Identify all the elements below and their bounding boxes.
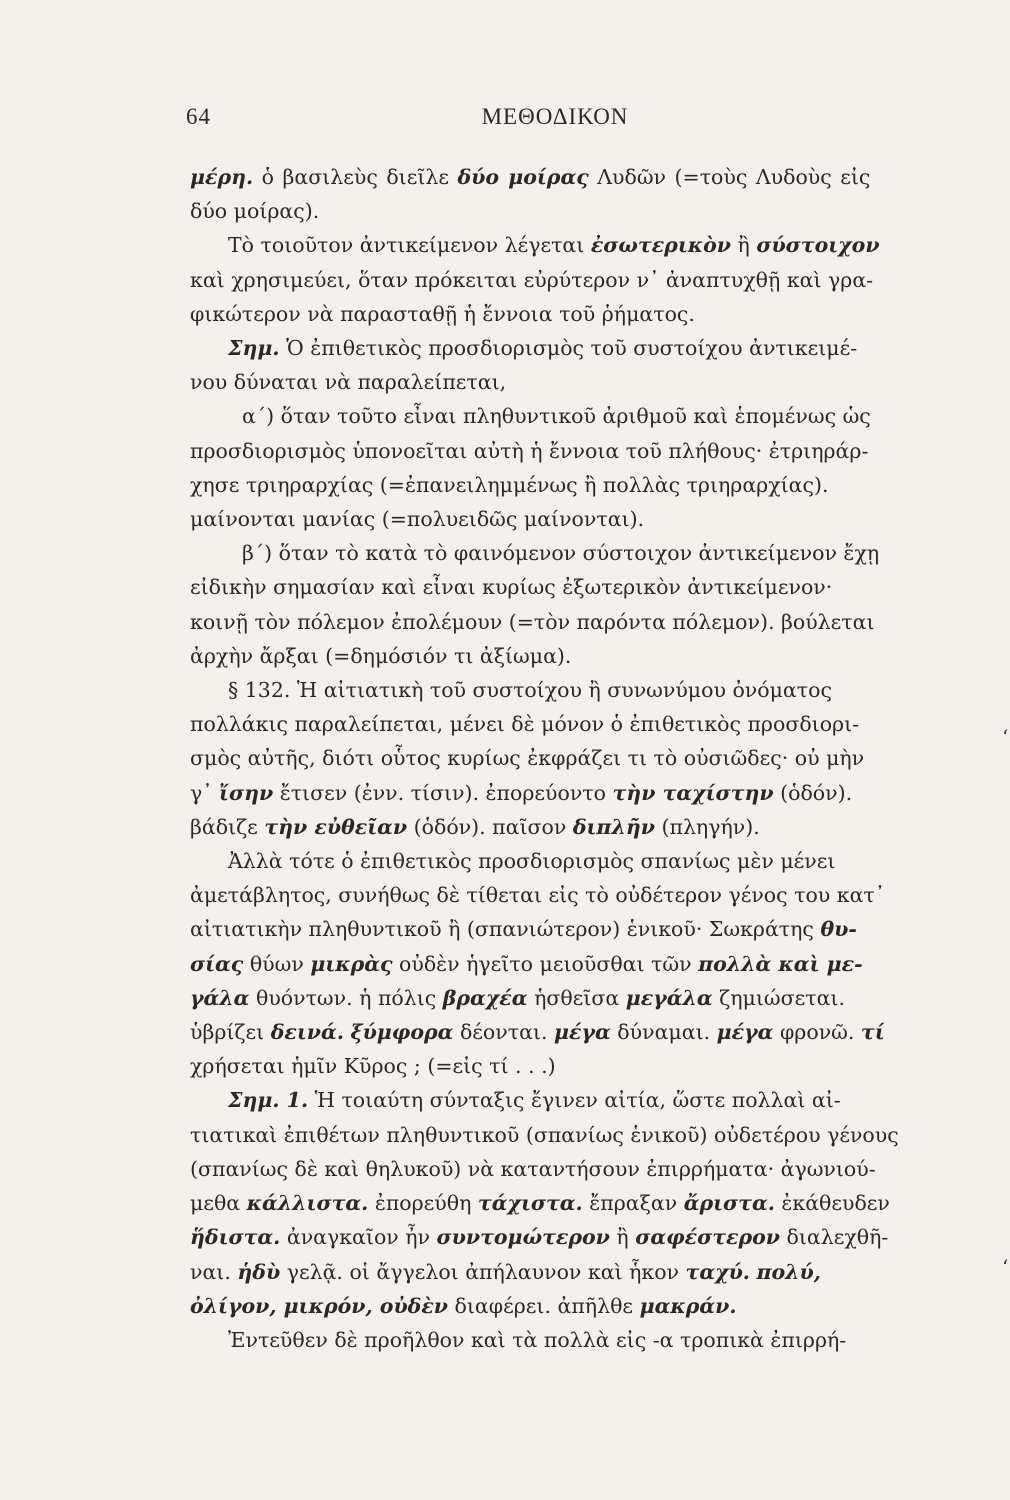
text-line [190, 639, 924, 673]
text-run: μαίνονται μανίας (=πολυειδῶς μαίνονται). [190, 507, 645, 532]
italic-term: μικρὰς [310, 951, 393, 976]
margin-mark: ‘ [1002, 725, 1009, 749]
text-line [190, 331, 924, 365]
text-line [190, 673, 924, 707]
italic-term: μέρη. [190, 165, 254, 189]
italic-term: Σημ. 1. [228, 1088, 309, 1113]
text-line [190, 297, 924, 331]
italic-term: μακράν. [639, 1293, 737, 1318]
italic-term: κάλλιστα. [246, 1191, 369, 1216]
text-run: θυόντων. ἡ πόλις [249, 985, 443, 1010]
text-line [190, 878, 924, 912]
italic-term: διπλῆν [572, 814, 655, 839]
text-run: τιατικαὶ ἐπιθέτων πληθυντικοῦ (σπανίως ἑνικοῦ) οὐδετέρου γένους [190, 1122, 899, 1147]
text-run: Ὁ ἐπιθετικὸς προσδιορισμὸς τοῦ συστοίχου ἀντικειμέ- [279, 336, 858, 361]
italic-term: τί [860, 1020, 885, 1045]
text-run: δύναμαι. [610, 1020, 717, 1045]
italic-term: ὀλίγον, μικρόν, οὐδὲν [190, 1293, 449, 1318]
italic-term: γάλα [190, 985, 250, 1010]
text-run: αἰτιατικὴν πληθυντικοῦ ἢ (σπανιώτερον) ἑνικοῦ· Σωκράτης [190, 917, 821, 942]
text-run: διαφέρει. ἀπῆλθε [448, 1293, 640, 1318]
italic-term: δύο μοίρας [457, 165, 589, 189]
text-line [190, 570, 924, 604]
text-run: ὑβρίζει [190, 1020, 271, 1045]
page-body [190, 160, 924, 1357]
text-run: καὶ χρησιμεύει, ὅταν πρόκειται εὐρύτερον ν᾿ ἀναπτυχθῇ καὶ γρα- [190, 267, 874, 292]
text-run: ἢ [731, 233, 757, 258]
section-heading-run: § 132. Ἡ αἰτιατικὴ τοῦ συστοίχου ἢ συνωνύμου ὀνόματος [228, 678, 832, 703]
text-run: γ᾿ [190, 780, 220, 805]
italic-term: ἡδὺ [237, 1259, 281, 1284]
text-line [190, 1323, 924, 1357]
text-run: ἀμετάβλητος, συνήθως δὲ τίθεται εἰς τὸ οὐδέτερον γένος του κατ᾿ [190, 883, 886, 908]
text-run: μεθα [190, 1191, 247, 1216]
text-run: ὁ βασιλεὺς διεῖλε [253, 165, 458, 189]
text-line [190, 263, 924, 297]
text-run: ἡσθεῖσα [527, 985, 626, 1010]
text-run: β΄) ὅταν τὸ κατὰ τὸ φαινόμενον σύστοιχον ἀντικείμενον ἔχῃ [242, 541, 880, 566]
text-run: δύο μοίρας). [190, 199, 320, 224]
text-line [190, 605, 924, 639]
text-line [190, 1220, 924, 1254]
text-line [190, 1015, 924, 1049]
text-run: ἐκάθευδεν [774, 1191, 890, 1216]
italic-term: τὴν ταχίστην [612, 780, 774, 805]
text-run: ζημιώσεται. [712, 985, 845, 1010]
running-head: ΜΕΘΟΔΙΚΟΝ [481, 104, 629, 129]
text-run: (σπανίως δὲ καὶ θηλυκοῦ) νὰ καταντήσουν ἐπιρρήματα· ἀγωνιού- [190, 1156, 876, 1181]
text-run: κοινῇ τὸν πόλεμον ἐπολέμουν (=τὸν παρόντα πόλεμον). βούλεται [190, 609, 875, 634]
text-line [190, 1186, 924, 1220]
italic-term: θυ- [820, 917, 857, 942]
text-line [190, 707, 924, 741]
text-line [190, 194, 924, 228]
text-run: σμὸς αὐτῆς, διότι οὗτος κυρίως ἐκφράζει τι τὸ οὐσιῶδες· οὐ μὴν [190, 746, 865, 771]
italic-term: τὴν εὐθεῖαν [264, 814, 408, 839]
text-run: θύων [243, 951, 311, 976]
text-run: οὐδὲν ἡγεῖτο μειοῦσθαι τῶν [392, 951, 699, 976]
margin-mark: ‘ [1002, 1255, 1009, 1279]
text-run: βάδιζε [190, 814, 265, 839]
text-run: εἰδικὴν σημασίαν καὶ εἶναι κυρίως ἐξωτερικὸν ἀντικείμενον· [190, 575, 833, 600]
italic-term: πολύ, [756, 1259, 821, 1284]
text-run: (ὁδόν). [773, 780, 853, 805]
text-run: Ἡ τοιαύτη σύνταξις ἔγινεν αἰτία, ὥστε πολλαὶ αἰ- [308, 1088, 841, 1113]
text-run: χησε τριηραρχίας (=ἐπανειλημμένως ἢ πολλὰς τριηραρχίας). [190, 472, 829, 497]
text-run: γελᾷ. οἱ ἄγγελοι ἀπήλαυνον καὶ ἧκον [280, 1259, 686, 1284]
text-line [190, 228, 924, 262]
text-line [190, 1152, 924, 1186]
italic-term: σαφέστερον [635, 1225, 781, 1250]
italic-term: μέγα [554, 1020, 611, 1045]
italic-term: Σημ. [228, 336, 280, 361]
text-run: διαλεχθῆ- [780, 1225, 889, 1250]
text-line [190, 1289, 924, 1323]
text-run: (πληγήν). [654, 814, 760, 839]
italic-term: πολλὰ καὶ με- [698, 951, 863, 976]
italic-term: μεγάλα [625, 985, 713, 1010]
text-run: ναι. [190, 1259, 238, 1284]
text-line [190, 981, 924, 1015]
italic-term: ξύμφορα [350, 1020, 454, 1045]
text-run: χρήσεται ἡμῖν Κῦρος ; (=εἰς τί . . .) [190, 1054, 556, 1079]
text-line [190, 844, 924, 878]
text-line [190, 810, 924, 844]
text-line [190, 1255, 924, 1289]
text-run: ἔτισεν (ἐνν. τίσιν). ἐπορεύοντο [273, 780, 613, 805]
text-line [190, 399, 924, 433]
italic-term: τάχιστα. [477, 1191, 583, 1216]
text-run: πολλάκις παραλείπεται, μένει δὲ μόνον ὁ ἐπιθετικὸς προσδιορι- [190, 712, 860, 737]
text-line [190, 912, 924, 946]
text-run: δέονται. [453, 1020, 554, 1045]
text-line [190, 947, 924, 981]
text-line [190, 536, 924, 570]
text-run: ἀναγκαῖον ἦν [280, 1225, 437, 1250]
page-header [186, 104, 924, 144]
text-line [190, 502, 924, 536]
text-line [190, 468, 924, 502]
text-run: ἢ [609, 1225, 636, 1250]
page-number: 64 [186, 104, 211, 129]
italic-term: σύστοιχον [756, 233, 880, 258]
text-run: Ἀλλὰ τότε ὁ ἐπιθετικὸς προσδιορισμὸς σπανίως μὲν μένει [228, 849, 836, 874]
italic-term: ἐσωτερικὸν [590, 233, 731, 258]
text-line [190, 741, 924, 775]
text-run: νου δύναται νὰ παραλείπεται, [190, 370, 507, 395]
text-line [190, 160, 924, 194]
text-run: φικώτερον νὰ παρασταθῇ ἡ ἔννοια τοῦ ῥήματος. [190, 301, 695, 326]
italic-term: βραχέα [442, 985, 528, 1010]
text-line [190, 1049, 924, 1083]
italic-term: δεινά. [270, 1020, 344, 1045]
text-line [190, 365, 924, 399]
italic-term: ταχύ. [685, 1259, 750, 1284]
italic-term: ἄριστα. [683, 1191, 775, 1216]
text-run: (ὁδόν). παῖσον [407, 814, 573, 839]
italic-term: μέγα [716, 1020, 774, 1045]
text-line [190, 434, 924, 468]
text-run: Ἐντεῦθεν δὲ προῆλθον καὶ τὰ πολλὰ εἰς -α τροπικὰ ἐπιρρή- [228, 1327, 847, 1352]
text-run: Λυδῶν (=τοὺς Λυδοὺς εἰς [588, 165, 871, 189]
text-run: ἀρχὴν ἄρξαι (=δημόσιόν τι ἀξίωμα). [190, 643, 572, 668]
text-line [190, 776, 924, 810]
text-line [190, 1118, 924, 1152]
italic-term: ἴσην [219, 780, 274, 805]
italic-term: σίας [190, 951, 244, 976]
text-run: προσδιορισμὸς ὑπονοεῖται αὐτὴ ἡ ἔννοια τοῦ πλήθους· ἐτριηράρ- [190, 438, 869, 463]
text-run: ἐπορεύθη [368, 1191, 478, 1216]
text-run: φρονῶ. [773, 1020, 861, 1045]
italic-term: συντομώτερον [436, 1225, 610, 1250]
italic-term: ἥδιστα. [190, 1225, 281, 1250]
text-run: Τὸ τοιοῦτον ἀντικείμενον λέγεται [228, 233, 591, 258]
text-run: α΄) ὅταν τοῦτο εἶναι πληθυντικοῦ ἀριθμοῦ καὶ ἑπομένως ὡς [242, 404, 871, 429]
text-line [190, 1083, 924, 1117]
text-run: ἔπραξαν [582, 1191, 684, 1216]
